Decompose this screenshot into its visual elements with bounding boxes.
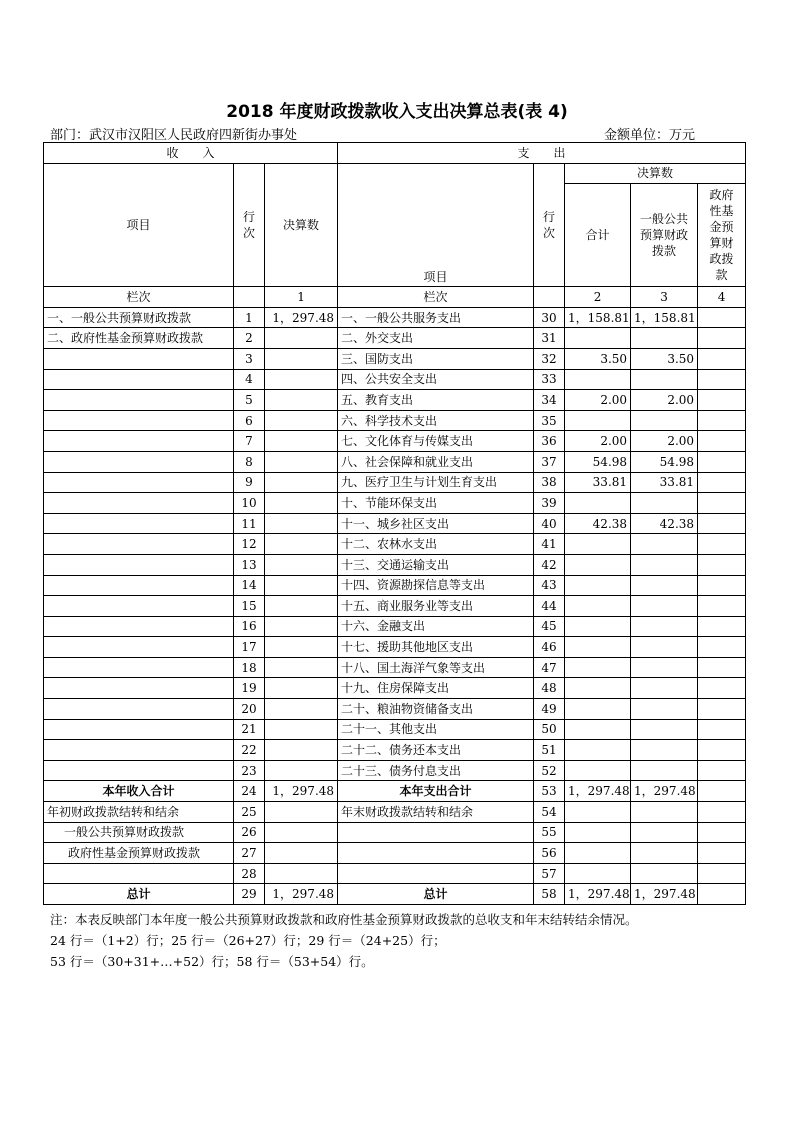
income-item xyxy=(44,637,234,658)
income-amount xyxy=(265,822,338,843)
expense-total xyxy=(565,534,631,555)
expense-total xyxy=(565,616,631,637)
income-item: 年初财政拨款结转和结余 xyxy=(44,802,234,823)
income-row-no: 19 xyxy=(234,678,265,699)
income-amount xyxy=(265,431,338,452)
grand-total-expense-total: 1，297.48 xyxy=(565,884,631,905)
grand-total-row-no: 29 xyxy=(234,884,265,905)
income-row-no: 8 xyxy=(234,451,265,472)
income-row-no: 25 xyxy=(234,802,265,823)
income-item: 政府性基金预算财政拨款 xyxy=(44,843,234,864)
expense-general-budget xyxy=(631,410,698,431)
expense-row-no: 56 xyxy=(534,843,565,864)
expense-gov-fund xyxy=(698,863,746,884)
expense-item: 五、教育支出 xyxy=(338,390,534,411)
expense-row-no: 44 xyxy=(534,596,565,617)
expense-item: 四、公共安全支出 xyxy=(338,369,534,390)
income-item xyxy=(44,493,234,514)
expense-total xyxy=(565,843,631,864)
income-amount xyxy=(265,493,338,514)
expense-total xyxy=(565,740,631,761)
income-amount xyxy=(265,390,338,411)
finance-table xyxy=(43,142,746,905)
expense-row-no: 55 xyxy=(534,822,565,843)
expense-total xyxy=(565,657,631,678)
expense-item xyxy=(338,822,534,843)
expense-total xyxy=(565,554,631,575)
expense-gov-fund xyxy=(698,410,746,431)
expense-row-no: 39 xyxy=(534,493,565,514)
income-amount xyxy=(265,451,338,472)
expense-general-budget xyxy=(631,719,698,740)
expense-item: 十四、资源勘探信息等支出 xyxy=(338,575,534,596)
expense-row-no: 38 xyxy=(534,472,565,493)
expense-general-budget xyxy=(631,678,698,699)
income-amount xyxy=(265,637,338,658)
expense-total-row-no: 53 xyxy=(534,781,565,802)
expense-total-label: 本年支出合计 xyxy=(338,781,534,802)
table-row xyxy=(44,637,746,658)
expense-row-no: 42 xyxy=(534,554,565,575)
income-row-no: 10 xyxy=(234,493,265,514)
expense-row-no: 47 xyxy=(534,657,565,678)
income-item: 二、政府性基金预算财政拨款 xyxy=(44,328,234,349)
expense-item: 七、文化体育与传媒支出 xyxy=(338,431,534,452)
empty-cell xyxy=(534,287,565,308)
income-row-no: 9 xyxy=(234,472,265,493)
table-row xyxy=(44,616,746,637)
expense-general-budget xyxy=(631,534,698,555)
expense-row-no: 34 xyxy=(534,390,565,411)
expense-general-budget: 2.00 xyxy=(631,390,698,411)
note-line: 24 行＝（1+2）行；25 行＝（26+27）行；29 行＝（24+25）行； xyxy=(50,933,446,948)
income-row-no: 4 xyxy=(234,369,265,390)
col-index-1: 1 xyxy=(265,287,338,308)
note-line: 53 行＝（30+31+…+52）行；58 行＝（53+54）行。 xyxy=(50,954,374,969)
expense-gov-fund xyxy=(698,843,746,864)
income-row-no: 16 xyxy=(234,616,265,637)
table-row xyxy=(44,678,746,699)
income-amount xyxy=(265,328,338,349)
expense-gov-fund xyxy=(698,451,746,472)
expense-general-budget xyxy=(631,822,698,843)
expense-gov-fund xyxy=(698,554,746,575)
income-row-no: 7 xyxy=(234,431,265,452)
expense-total xyxy=(565,596,631,617)
income-item xyxy=(44,657,234,678)
col-index-4: 4 xyxy=(698,287,746,308)
income-item xyxy=(44,596,234,617)
expense-row-no: 45 xyxy=(534,616,565,637)
expense-gov-fund xyxy=(698,657,746,678)
income-row-no: 3 xyxy=(234,348,265,369)
expense-total xyxy=(565,802,631,823)
income-item xyxy=(44,699,234,720)
expense-total: 42.38 xyxy=(565,513,631,534)
expense-general-budget xyxy=(631,596,698,617)
expense-row-no: 33 xyxy=(534,369,565,390)
header-row-top xyxy=(44,143,746,164)
expense-general-budget xyxy=(631,760,698,781)
expense-gov-fund xyxy=(698,637,746,658)
income-item xyxy=(44,863,234,884)
income-row-no: 26 xyxy=(234,822,265,843)
income-item xyxy=(44,369,234,390)
expense-total xyxy=(565,678,631,699)
table-row xyxy=(44,493,746,514)
income-row-no: 28 xyxy=(234,863,265,884)
gov-fund-header: 政府 性基 金预 算财 政拨 款 xyxy=(698,184,746,287)
income-total-label: 本年收入合计 xyxy=(44,781,234,802)
empty-cell xyxy=(234,287,265,308)
table-row xyxy=(44,843,746,864)
column-index-row xyxy=(44,287,746,308)
expense-general-budget xyxy=(631,863,698,884)
expense-total xyxy=(565,328,631,349)
table-row xyxy=(44,719,746,740)
expense-total: 1，158.81 xyxy=(565,307,631,328)
annual-total-row xyxy=(44,781,746,802)
table-row xyxy=(44,390,746,411)
expense-gov-fund xyxy=(698,328,746,349)
income-amount xyxy=(265,348,338,369)
income-item xyxy=(44,616,234,637)
unit-label: 金额单位：万元 xyxy=(604,128,696,143)
income-item-header: 项目 xyxy=(44,163,234,287)
department-label: 部门：武汉市汉阳区人民政府四新街办事处 xyxy=(50,128,298,143)
income-row-no: 18 xyxy=(234,657,265,678)
expense-general-budget xyxy=(631,699,698,720)
table-row xyxy=(44,328,746,349)
expense-gov-fund xyxy=(698,493,746,514)
income-item xyxy=(44,719,234,740)
grand-total-row xyxy=(44,884,746,905)
col-label: 栏次 xyxy=(338,287,534,308)
note-line: 注：本表反映部门本年度一般公共预算财政拨款和政府性基金预算财政拨款的总收支和年末结转结余情况。 xyxy=(50,912,638,927)
expense-total-total: 1，297.48 xyxy=(565,781,631,802)
income-item xyxy=(44,431,234,452)
expense-row-no: 46 xyxy=(534,637,565,658)
expense-item: 十五、商业服务业等支出 xyxy=(338,596,534,617)
expense-item: 十九、住房保障支出 xyxy=(338,678,534,699)
table-row xyxy=(44,802,746,823)
expense-gov-fund xyxy=(698,534,746,555)
expense-row-no: 43 xyxy=(534,575,565,596)
expense-row-no: 35 xyxy=(534,410,565,431)
expense-row-no: 52 xyxy=(534,760,565,781)
expense-item: 十一、城乡社区支出 xyxy=(338,513,534,534)
expense-general-budget xyxy=(631,637,698,658)
income-row-no: 23 xyxy=(234,760,265,781)
income-row-no: 11 xyxy=(234,513,265,534)
expense-item: 十、节能环保支出 xyxy=(338,493,534,514)
income-item xyxy=(44,410,234,431)
income-amount xyxy=(265,369,338,390)
expense-item: 十三、交通运输支出 xyxy=(338,554,534,575)
expense-item: 二十一、其他支出 xyxy=(338,719,534,740)
table-row xyxy=(44,348,746,369)
expense-rowno-header: 行 次 xyxy=(534,163,565,287)
expense-total: 54.98 xyxy=(565,451,631,472)
expense-total: 2.00 xyxy=(565,390,631,411)
income-amount xyxy=(265,554,338,575)
expense-item: 一、一般公共服务支出 xyxy=(338,307,534,328)
expense-row-no: 31 xyxy=(534,328,565,349)
expense-gov-fund xyxy=(698,513,746,534)
expense-item: 二十、粮油物资储备支出 xyxy=(338,699,534,720)
grand-total-expense-label: 总计 xyxy=(338,884,534,905)
expense-gov-fund xyxy=(698,431,746,452)
expense-gov-fund xyxy=(698,802,746,823)
table-row xyxy=(44,410,746,431)
expense-row-no: 50 xyxy=(534,719,565,740)
expense-gov-fund xyxy=(698,822,746,843)
income-row-no: 20 xyxy=(234,699,265,720)
income-row-no: 12 xyxy=(234,534,265,555)
expense-row-no: 40 xyxy=(534,513,565,534)
expense-item: 十七、援助其他地区支出 xyxy=(338,637,534,658)
grand-total-label: 总计 xyxy=(44,884,234,905)
expense-row-no: 49 xyxy=(534,699,565,720)
expense-gov-fund xyxy=(698,616,746,637)
expense-general-budget: 1，158.81 xyxy=(631,307,698,328)
expense-total xyxy=(565,699,631,720)
income-row-no: 5 xyxy=(234,390,265,411)
expense-total xyxy=(565,637,631,658)
income-item xyxy=(44,740,234,761)
income-item xyxy=(44,554,234,575)
expense-total-general: 1，297.48 xyxy=(631,781,698,802)
expense-item xyxy=(338,863,534,884)
income-rowno-header: 行 次 xyxy=(234,163,265,287)
expense-gov-fund xyxy=(698,719,746,740)
expense-general-budget xyxy=(631,575,698,596)
table-row xyxy=(44,760,746,781)
expense-gov-fund xyxy=(698,575,746,596)
expense-gov-fund xyxy=(698,760,746,781)
income-amount xyxy=(265,410,338,431)
expense-item-header: 项目 xyxy=(338,163,534,287)
income-item: 一般公共预算财政拨款 xyxy=(44,822,234,843)
expense-row-no: 32 xyxy=(534,348,565,369)
income-amount xyxy=(265,534,338,555)
expense-gov-fund xyxy=(698,740,746,761)
income-row-no: 1 xyxy=(234,307,265,328)
table-row xyxy=(44,699,746,720)
income-amount xyxy=(265,760,338,781)
income-row-no: 13 xyxy=(234,554,265,575)
grand-total-expense-row-no: 58 xyxy=(534,884,565,905)
expense-general-budget xyxy=(631,843,698,864)
expense-total xyxy=(565,863,631,884)
expense-general-budget: 2.00 xyxy=(631,431,698,452)
income-total-row-no: 24 xyxy=(234,781,265,802)
expense-total-fund xyxy=(698,781,746,802)
income-amount xyxy=(265,678,338,699)
table-row xyxy=(44,822,746,843)
income-row-no: 2 xyxy=(234,328,265,349)
expense-total xyxy=(565,719,631,740)
income-item xyxy=(44,513,234,534)
income-amount xyxy=(265,596,338,617)
expense-item: 九、医疗卫生与计划生育支出 xyxy=(338,472,534,493)
expense-gov-fund xyxy=(698,369,746,390)
expense-item: 三、国防支出 xyxy=(338,348,534,369)
expense-item: 二十二、债务还本支出 xyxy=(338,740,534,761)
income-item xyxy=(44,472,234,493)
expense-general-budget: 42.38 xyxy=(631,513,698,534)
expense-total xyxy=(565,760,631,781)
table-row xyxy=(44,657,746,678)
expense-item: 十八、国土海洋气象等支出 xyxy=(338,657,534,678)
expense-row-no: 57 xyxy=(534,863,565,884)
table-row xyxy=(44,596,746,617)
expense-item: 六、科学技术支出 xyxy=(338,410,534,431)
grand-total-expense-general: 1，297.48 xyxy=(631,884,698,905)
income-amount: 1，297.48 xyxy=(265,307,338,328)
expense-general-budget: 3.50 xyxy=(631,348,698,369)
income-row-no: 17 xyxy=(234,637,265,658)
expense-row-no: 30 xyxy=(534,307,565,328)
expense-item: 十六、金融支出 xyxy=(338,616,534,637)
page-title: 2018 年度财政拨款收入支出决算总表(表 4) xyxy=(226,102,568,122)
income-amount xyxy=(265,719,338,740)
income-item: 一、一般公共预算财政拨款 xyxy=(44,307,234,328)
income-amount-header: 决算数 xyxy=(265,163,338,287)
expense-gov-fund xyxy=(698,390,746,411)
expense-general-budget xyxy=(631,493,698,514)
expense-row-no: 37 xyxy=(534,451,565,472)
table-row xyxy=(44,513,746,534)
expense-gov-fund xyxy=(698,699,746,720)
income-amount xyxy=(265,472,338,493)
expense-general-budget xyxy=(631,740,698,761)
final-amount-group-header: 决算数 xyxy=(565,163,746,184)
income-item xyxy=(44,760,234,781)
income-total-amount: 1，297.48 xyxy=(265,781,338,802)
table-body xyxy=(44,143,746,905)
expense-gov-fund xyxy=(698,596,746,617)
expense-item xyxy=(338,843,534,864)
table-row xyxy=(44,369,746,390)
expense-total xyxy=(565,493,631,514)
income-amount xyxy=(265,699,338,720)
grand-total-expense-fund xyxy=(698,884,746,905)
income-amount xyxy=(265,863,338,884)
notes xyxy=(50,909,638,972)
expense-gov-fund xyxy=(698,307,746,328)
expense-gov-fund xyxy=(698,472,746,493)
income-amount xyxy=(265,575,338,596)
expense-row-no: 54 xyxy=(534,802,565,823)
expense-row-no: 41 xyxy=(534,534,565,555)
expense-item: 二十三、债务付息支出 xyxy=(338,760,534,781)
expense-total: 2.00 xyxy=(565,431,631,452)
expense-general-budget xyxy=(631,369,698,390)
expense-general-budget xyxy=(631,328,698,349)
expense-gov-fund xyxy=(698,678,746,699)
expense-item: 十二、农林水支出 xyxy=(338,534,534,555)
table-row xyxy=(44,534,746,555)
col-label: 栏次 xyxy=(44,287,234,308)
expense-total xyxy=(565,575,631,596)
income-header: 收 入 xyxy=(44,143,338,164)
expense-item: 年末财政拨款结转和结余 xyxy=(338,802,534,823)
total-header: 合计 xyxy=(565,184,631,287)
expense-total xyxy=(565,822,631,843)
expense-total: 3.50 xyxy=(565,348,631,369)
income-amount xyxy=(265,802,338,823)
income-item xyxy=(44,575,234,596)
col-index-2: 2 xyxy=(565,287,631,308)
income-item xyxy=(44,348,234,369)
table-row xyxy=(44,472,746,493)
income-item xyxy=(44,534,234,555)
general-budget-header: 一般公共 预算财政 拨款 xyxy=(631,184,698,287)
table-row xyxy=(44,740,746,761)
income-amount xyxy=(265,513,338,534)
table-row xyxy=(44,431,746,452)
expense-general-budget xyxy=(631,657,698,678)
expense-general-budget xyxy=(631,554,698,575)
grand-total-amount: 1，297.48 xyxy=(265,884,338,905)
expense-general-budget: 33.81 xyxy=(631,472,698,493)
income-amount xyxy=(265,616,338,637)
expense-item: 八、社会保障和就业支出 xyxy=(338,451,534,472)
income-amount xyxy=(265,657,338,678)
expense-general-budget xyxy=(631,802,698,823)
expense-total: 33.81 xyxy=(565,472,631,493)
income-item xyxy=(44,390,234,411)
table-row xyxy=(44,307,746,328)
expense-header: 支 出 xyxy=(338,143,746,164)
expense-row-no: 51 xyxy=(534,740,565,761)
income-row-no: 15 xyxy=(234,596,265,617)
expense-item: 二、外交支出 xyxy=(338,328,534,349)
expense-general-budget xyxy=(631,616,698,637)
income-row-no: 27 xyxy=(234,843,265,864)
income-row-no: 14 xyxy=(234,575,265,596)
income-row-no: 22 xyxy=(234,740,265,761)
income-item xyxy=(44,451,234,472)
table-row xyxy=(44,451,746,472)
income-row-no: 6 xyxy=(234,410,265,431)
table-row xyxy=(44,863,746,884)
table-row xyxy=(44,575,746,596)
expense-total xyxy=(565,410,631,431)
income-item xyxy=(44,678,234,699)
expense-row-no: 36 xyxy=(534,431,565,452)
expense-row-no: 48 xyxy=(534,678,565,699)
expense-general-budget: 54.98 xyxy=(631,451,698,472)
col-index-3: 3 xyxy=(631,287,698,308)
expense-total xyxy=(565,369,631,390)
table-row xyxy=(44,554,746,575)
income-row-no: 21 xyxy=(234,719,265,740)
income-amount xyxy=(265,740,338,761)
expense-gov-fund xyxy=(698,348,746,369)
income-amount xyxy=(265,843,338,864)
header-row-group xyxy=(44,163,746,184)
